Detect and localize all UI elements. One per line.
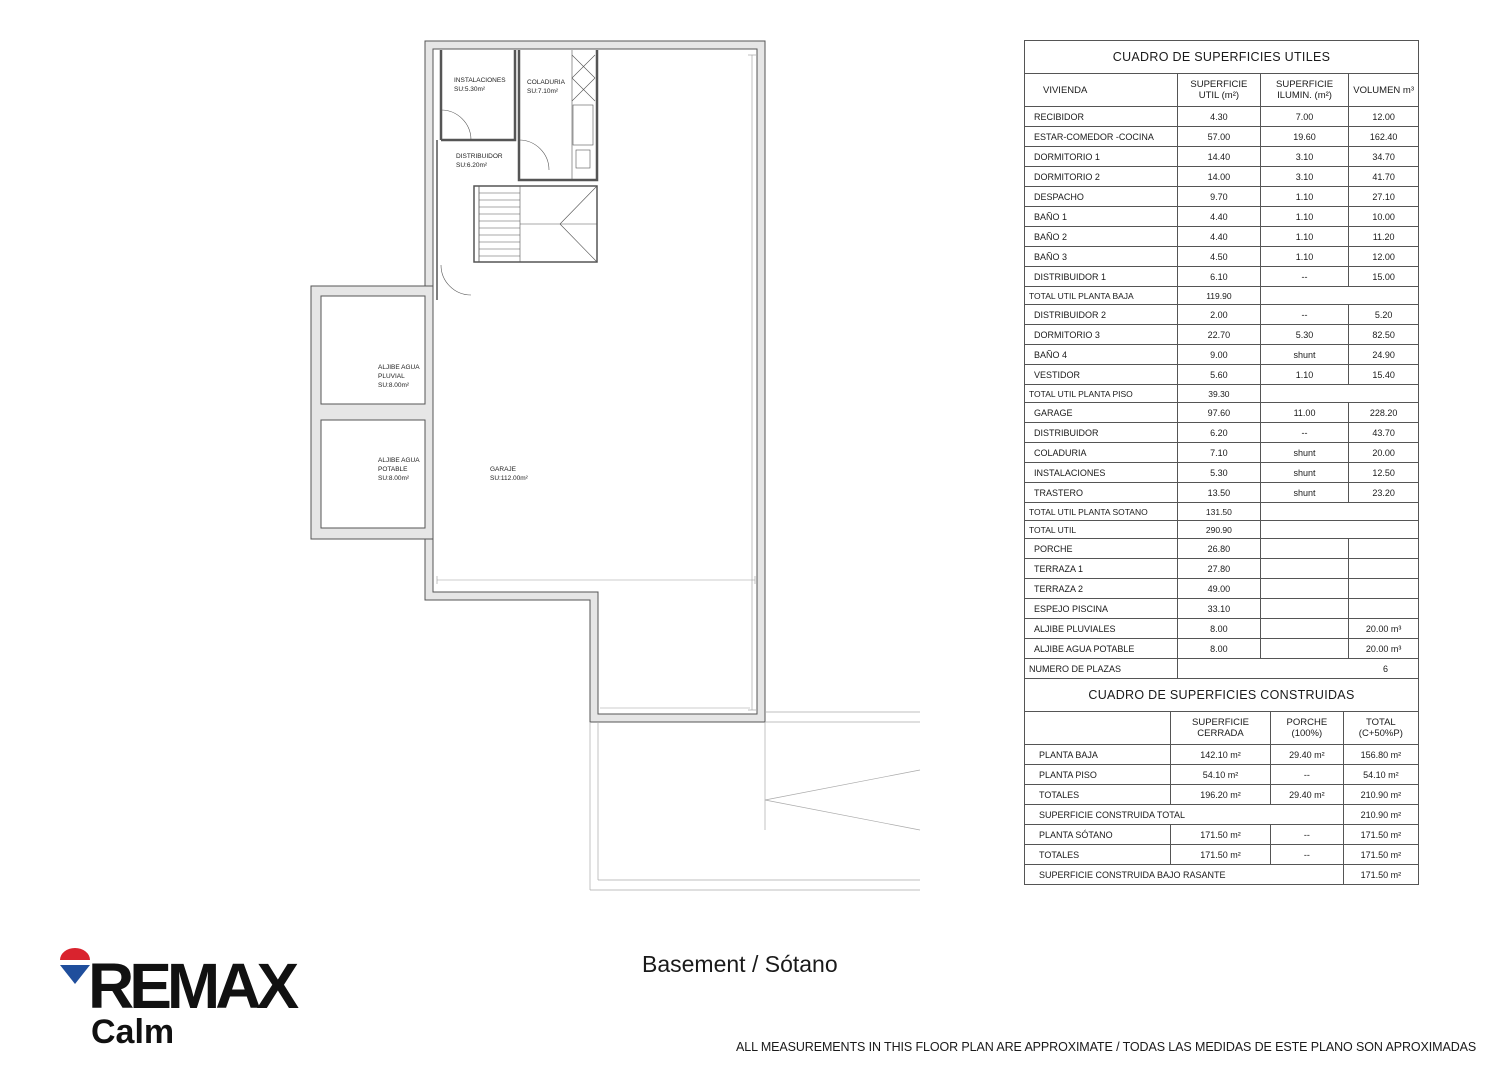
- row-util: 4.30: [1178, 107, 1261, 127]
- row-vol: 43.70: [1349, 423, 1419, 443]
- row-name: ALJIBE PLUVIALES: [1025, 619, 1178, 639]
- row-name: TOTAL UTIL: [1025, 521, 1178, 539]
- row-vol: 20.00: [1349, 443, 1419, 463]
- row-name: VESTIDOR: [1025, 365, 1178, 385]
- row-vol: [1349, 599, 1419, 619]
- row-util: 290.90: [1178, 521, 1261, 539]
- row-vol: 23.20: [1349, 483, 1419, 503]
- row-blank: [1260, 503, 1418, 521]
- row-util: 22.70: [1178, 325, 1261, 345]
- row-vol: 41.70: [1349, 167, 1419, 187]
- row-ilum: 1.10: [1260, 247, 1349, 267]
- row-name: PLANTA PISO: [1025, 765, 1171, 785]
- row-util: 9.00: [1178, 345, 1261, 365]
- row-ilum: shunt: [1260, 443, 1349, 463]
- row-util: 26.80: [1178, 539, 1261, 559]
- useful-surfaces-table: [1024, 40, 1419, 679]
- room-area-coladuria: SU:7.10m²: [527, 88, 559, 95]
- row-name: ESPEJO PISCINA: [1025, 599, 1178, 619]
- built-surfaces-table: [1024, 678, 1419, 885]
- table-row: [1025, 247, 1419, 267]
- row-name: COLADURIA: [1025, 443, 1178, 463]
- row-name: PORCHE: [1025, 539, 1178, 559]
- header-volumen: VOLUMEN m³: [1349, 74, 1419, 107]
- table-row: [1025, 107, 1419, 127]
- row-ilum: 5.30: [1260, 325, 1349, 345]
- table-row: [1025, 503, 1419, 521]
- table-row: [1025, 187, 1419, 207]
- room-name-aljibe-pluvial: ALJIBE AGUA: [378, 364, 420, 371]
- row-ilum: [1260, 579, 1349, 599]
- row-name: TOTAL UTIL PLANTA PISO: [1025, 385, 1178, 403]
- row-util: 4.40: [1178, 207, 1261, 227]
- row-name: DISTRIBUIDOR: [1025, 423, 1178, 443]
- header-superficie-ilumin: SUPERFICIE ILUMIN. (m²): [1260, 74, 1349, 107]
- row-ilum: shunt: [1260, 463, 1349, 483]
- row-name: PLANTA SÓTANO: [1025, 825, 1171, 845]
- row-total: 171.50 m²: [1343, 825, 1418, 845]
- row-ilum: [1260, 599, 1349, 619]
- row-name: BAÑO 1: [1025, 207, 1178, 227]
- row-ilum: 1.10: [1260, 187, 1349, 207]
- table-title: CUADRO DE SUPERFICIES UTILES: [1025, 41, 1419, 74]
- row-ilum: [1260, 539, 1349, 559]
- row-ilum: --: [1260, 305, 1349, 325]
- plazas-row: [1025, 659, 1419, 679]
- table-row: [1025, 207, 1419, 227]
- row-porche: --: [1271, 825, 1344, 845]
- table-title: CUADRO DE SUPERFICIES CONSTRUIDAS: [1025, 679, 1419, 712]
- row-blank: [1260, 287, 1418, 305]
- room-name2-aljibe-potable: POTABLE: [378, 466, 408, 473]
- row-porche: --: [1271, 845, 1344, 865]
- header-vivienda: VIVIENDA: [1025, 74, 1178, 107]
- row-name: TERRAZA 1: [1025, 559, 1178, 579]
- row-ilum: 1.10: [1260, 207, 1349, 227]
- row-util: 119.90: [1178, 287, 1261, 305]
- row-ilum: --: [1260, 423, 1349, 443]
- plazas-value: 6: [1178, 659, 1419, 679]
- room-name2-aljibe-pluvial: PLUVIAL: [378, 373, 405, 380]
- row-total: 54.10 m²: [1343, 765, 1418, 785]
- room-area-instalaciones: SU:5.30m²: [454, 86, 486, 93]
- row-util: 9.70: [1178, 187, 1261, 207]
- row-ilum: 7.00: [1260, 107, 1349, 127]
- row-util: 14.40: [1178, 147, 1261, 167]
- row-ilum: 11.00: [1260, 403, 1349, 423]
- row-util: 6.10: [1178, 267, 1261, 287]
- row-vol: 10.00: [1349, 207, 1419, 227]
- row-ilum: [1260, 619, 1349, 639]
- row-name: BAÑO 3: [1025, 247, 1178, 267]
- row-ilum: 19.60: [1260, 127, 1349, 147]
- table-row: [1025, 287, 1419, 305]
- measurement-disclaimer: ALL MEASUREMENTS IN THIS FLOOR PLAN ARE APPROXIMATE / TODAS LAS MEDIDAS DE ESTE PLANO SON APROXIMADAS: [736, 1040, 1477, 1054]
- row-name: DORMITORIO 1: [1025, 147, 1178, 167]
- table-row: [1025, 147, 1419, 167]
- row-util: 131.50: [1178, 503, 1261, 521]
- row-ilum: 1.10: [1260, 365, 1349, 385]
- row-name: DORMITORIO 3: [1025, 325, 1178, 345]
- row-porche: 29.40 m²: [1271, 745, 1344, 765]
- table-row: [1025, 385, 1419, 403]
- row-name: SUPERFICIE CONSTRUIDA BAJO RASANTE: [1025, 865, 1344, 885]
- row-util: 5.60: [1178, 365, 1261, 385]
- row-cerrada: 142.10 m²: [1171, 745, 1271, 765]
- row-name: DESPACHO: [1025, 187, 1178, 207]
- table-row: [1025, 227, 1419, 247]
- row-name: DORMITORIO 2: [1025, 167, 1178, 187]
- row-util: 8.00: [1178, 619, 1261, 639]
- table-row: [1025, 443, 1419, 463]
- row-name: ESTAR-COMEDOR -COCINA: [1025, 127, 1178, 147]
- row-util: 5.30: [1178, 463, 1261, 483]
- row-ilum: --: [1260, 267, 1349, 287]
- row-name: ALJIBE AGUA POTABLE: [1025, 639, 1178, 659]
- room-area-aljibe-potable: SU:8.00m²: [378, 475, 410, 482]
- room-name-coladuria: COLADURIA: [527, 79, 565, 86]
- header-porche: PORCHE (100%): [1271, 712, 1344, 745]
- row-util: 57.00: [1178, 127, 1261, 147]
- floor-caption: Basement / Sótano: [642, 951, 838, 977]
- row-vol: 20.00 m³: [1349, 619, 1419, 639]
- row-name: DISTRIBUIDOR 2: [1025, 305, 1178, 325]
- row-ilum: shunt: [1260, 483, 1349, 503]
- table-row: [1025, 325, 1419, 345]
- table-row: [1025, 559, 1419, 579]
- header-total: TOTAL (C+50%P): [1343, 712, 1418, 745]
- row-vol: 12.50: [1349, 463, 1419, 483]
- room-area-garaje: SU:112.00m²: [490, 475, 528, 482]
- table-row: [1025, 127, 1419, 147]
- row-vol: 162.40: [1349, 127, 1419, 147]
- row-total: 210.90 m²: [1343, 785, 1418, 805]
- row-vol: 15.00: [1349, 267, 1419, 287]
- row-util: 33.10: [1178, 599, 1261, 619]
- table-row: [1025, 845, 1419, 865]
- table-row: [1025, 267, 1419, 287]
- table-row: [1025, 579, 1419, 599]
- room-area-distribuidor: SU:6.20m²: [456, 162, 488, 169]
- row-vol: 24.90: [1349, 345, 1419, 365]
- row-vol: [1349, 559, 1419, 579]
- row-ilum: [1260, 639, 1349, 659]
- row-util: 13.50: [1178, 483, 1261, 503]
- row-util: 8.00: [1178, 639, 1261, 659]
- row-vol: [1349, 579, 1419, 599]
- row-cerrada: 171.50 m²: [1171, 845, 1271, 865]
- row-vol: 12.00: [1349, 107, 1419, 127]
- row-ilum: shunt: [1260, 345, 1349, 365]
- row-total: 171.50 m²: [1343, 845, 1418, 865]
- table-row: [1025, 423, 1419, 443]
- row-name: SUPERFICIE CONSTRUIDA TOTAL: [1025, 805, 1344, 825]
- cistern-potable: [321, 420, 425, 528]
- table-row: [1025, 785, 1419, 805]
- row-total: 156.80 m²: [1343, 745, 1418, 765]
- row-vol: 11.20: [1349, 227, 1419, 247]
- table-row: [1025, 599, 1419, 619]
- row-name: GARAGE: [1025, 403, 1178, 423]
- table-row: [1025, 521, 1419, 539]
- header-superficie-util: SUPERFICIE UTIL (m²): [1178, 74, 1261, 107]
- row-util: 4.40: [1178, 227, 1261, 247]
- plazas-label: NUMERO DE PLAZAS: [1025, 659, 1178, 679]
- row-porche: --: [1271, 765, 1344, 785]
- row-cerrada: 196.20 m²: [1171, 785, 1271, 805]
- balloon-icon: [58, 946, 92, 986]
- row-name: PLANTA BAJA: [1025, 745, 1171, 765]
- table-row: [1025, 639, 1419, 659]
- table-row: [1025, 305, 1419, 325]
- row-name: TOTALES: [1025, 785, 1171, 805]
- row-name: TERRAZA 2: [1025, 579, 1178, 599]
- room-name-distribuidor: DISTRIBUIDOR: [456, 153, 503, 160]
- row-total: 171.50 m²: [1343, 865, 1418, 885]
- room-name-instalaciones: INSTALACIONES: [454, 77, 506, 84]
- table-row: [1025, 345, 1419, 365]
- header-empty: [1025, 712, 1171, 745]
- row-ilum: 3.10: [1260, 167, 1349, 187]
- row-vol: 15.40: [1349, 365, 1419, 385]
- row-util: 49.00: [1178, 579, 1261, 599]
- row-util: 27.80: [1178, 559, 1261, 579]
- row-util: 39.30: [1178, 385, 1261, 403]
- table-row: [1025, 765, 1419, 785]
- table-row: [1025, 805, 1419, 825]
- table-row: [1025, 365, 1419, 385]
- table-row: [1025, 825, 1419, 845]
- room-area-aljibe-pluvial: SU:8.00m²: [378, 382, 410, 389]
- table-row: [1025, 539, 1419, 559]
- row-util: 4.50: [1178, 247, 1261, 267]
- row-vol: [1349, 539, 1419, 559]
- row-name: TOTAL UTIL PLANTA SOTANO: [1025, 503, 1178, 521]
- cistern-pluvial: [321, 296, 425, 404]
- row-ilum: 3.10: [1260, 147, 1349, 167]
- row-blank: [1260, 385, 1418, 403]
- room-name-garaje: GARAJE: [490, 466, 517, 473]
- header-superficie-cerrada: SUPERFICIE CERRADA: [1171, 712, 1271, 745]
- row-name: TOTALES: [1025, 845, 1171, 865]
- row-porche: 29.40 m²: [1271, 785, 1344, 805]
- table-row: [1025, 745, 1419, 765]
- table-row: [1025, 865, 1419, 885]
- logo-wordmark: REMAX: [88, 950, 295, 1022]
- row-vol: 82.50: [1349, 325, 1419, 345]
- row-vol: 12.00: [1349, 247, 1419, 267]
- row-name: BAÑO 4: [1025, 345, 1178, 365]
- row-util: 7.10: [1178, 443, 1261, 463]
- table-row: [1025, 403, 1419, 423]
- room-name-aljibe-potable: ALJIBE AGUA: [378, 457, 420, 464]
- row-ilum: [1260, 559, 1349, 579]
- row-cerrada: 171.50 m²: [1171, 825, 1271, 845]
- row-vol: 34.70: [1349, 147, 1419, 167]
- row-vol: 228.20: [1349, 403, 1419, 423]
- row-ilum: 1.10: [1260, 227, 1349, 247]
- table-row: [1025, 483, 1419, 503]
- row-name: TRASTERO: [1025, 483, 1178, 503]
- row-name: DISTRIBUIDOR 1: [1025, 267, 1178, 287]
- row-cerrada: 54.10 m²: [1171, 765, 1271, 785]
- row-util: 6.20: [1178, 423, 1261, 443]
- row-util: 2.00: [1178, 305, 1261, 325]
- row-total: 210.90 m²: [1343, 805, 1418, 825]
- table-row: [1025, 167, 1419, 187]
- row-vol: 5.20: [1349, 305, 1419, 325]
- table-row: [1025, 619, 1419, 639]
- row-name: INSTALACIONES: [1025, 463, 1178, 483]
- row-util: 14.00: [1178, 167, 1261, 187]
- logo-office-name: Calm: [91, 1013, 175, 1051]
- table-row: [1025, 463, 1419, 483]
- remax-logo: [58, 944, 318, 1054]
- row-name: TOTAL UTIL PLANTA BAJA: [1025, 287, 1178, 305]
- row-name: RECIBIDOR: [1025, 107, 1178, 127]
- row-util: 97.60: [1178, 403, 1261, 423]
- row-name: BAÑO 2: [1025, 227, 1178, 247]
- row-vol: 27.10: [1349, 187, 1419, 207]
- row-vol: 20.00 m³: [1349, 639, 1419, 659]
- row-blank: [1260, 521, 1418, 539]
